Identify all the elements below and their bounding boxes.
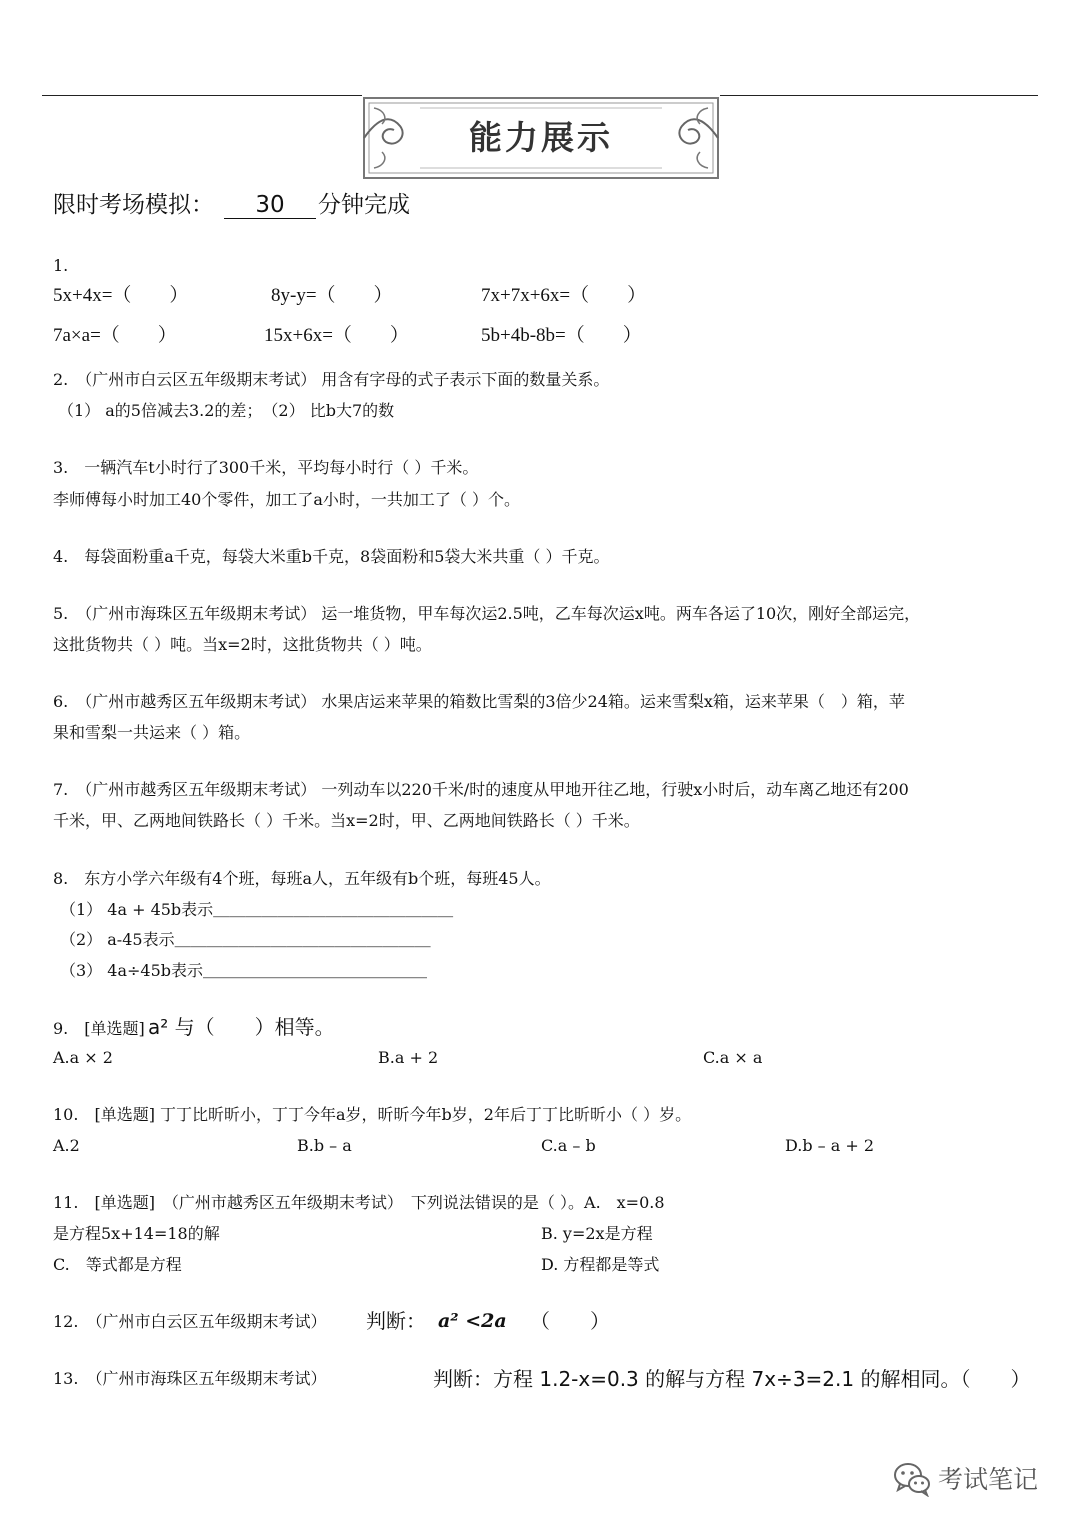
header-rule-right (720, 95, 1038, 96)
header-rule-left (42, 95, 362, 96)
q9-stem: a² 与（ ）相等。 (148, 1015, 335, 1039)
time-limit-prefix: 限时考场模拟： (53, 192, 214, 218)
q8-stem: 8. 东方小学六年级有4个班，每班a人，五年级有b个班，每班45人。 (53, 869, 551, 888)
time-limit-suffix: 分钟完成 (318, 192, 410, 218)
watermark-text: 考试笔记 (938, 1465, 1039, 1494)
q3-line-2: 李师傅每小时加工40个零件，加工了a小时，一共加工了（ ）个。 (53, 490, 520, 509)
q8-item-1: （1） 4a + 45b表示＿＿＿＿＿＿＿＿＿＿＿＿＿＿＿ (60, 900, 454, 919)
watermark (892, 1456, 1038, 1500)
q11-stem: 11. [单选题] （广州市越秀区五年级期末考试） 下列说法错误的是（ ）。A. x=0.8 (53, 1193, 665, 1212)
q5-line-2: 这批货物共（ ）吨。当x=2时，这批货物共（ ）吨。 (53, 635, 432, 654)
q10-option-d: D.b – a + 2 (785, 1136, 875, 1155)
q11-option-a-rest: 是方程5x+14=18的解 (53, 1224, 220, 1243)
q8-item-2: （2） a-45表示＿＿＿＿＿＿＿＿＿＿＿＿＿＿＿＿ (60, 930, 431, 949)
time-limit-minutes: 30 (224, 192, 316, 219)
title-banner (360, 96, 722, 180)
q7-line-2: 千米，甲、乙两地间铁路长（ ）千米。当x=2时，甲、乙两地间铁路长（ ）千米。 (53, 811, 640, 830)
wechat-icon (892, 1459, 932, 1497)
q9-option-a: A.a × 2 (53, 1048, 113, 1067)
q1-number: 1. (53, 256, 69, 275)
q9-prefix: 9. [单选题] (53, 1019, 145, 1038)
q13-prefix: 13. （广州市海珠区五年级期末考试） (53, 1369, 327, 1388)
q4-stem: 4. 每袋面粉重a千克，每袋大米重b千克，8袋面粉和5袋大米共重（ ）千克。 (53, 547, 610, 566)
q10-option-b: B.b – a (297, 1136, 352, 1155)
q1-expr-4: 7a×a=（ ） (53, 325, 177, 346)
q10-stem: 10. [单选题] 丁丁比昕昕小，丁丁今年a岁，昕昕今年b岁，2年后丁丁比昕昕小（ ）岁。 (53, 1105, 692, 1124)
q12-prefix: 12. （广州市白云区五年级期末考试） (53, 1312, 327, 1331)
q11-option-c: C. 等式都是方程 (53, 1255, 182, 1274)
q2-stem: 2. （广州市白云区五年级期末考试） 用含有字母的式子表示下面的数量关系。 (53, 370, 610, 389)
q12-answer-paren: （ ） (530, 1309, 610, 1333)
q1-expr-6: 5b+4b-8b=（ ） (481, 325, 642, 346)
q6-line-2: 果和雪梨一共运来（ ）箱。 (53, 723, 251, 742)
q7-line-1: 7. （广州市越秀区五年级期末考试） 一列动车以220千米/时的速度从甲地开往乙地，行驶x小时后，动车离乙地还有200 (53, 780, 909, 799)
q10-option-a: A.2 (53, 1136, 80, 1155)
q1-expr-5: 15x+6x=（ ） (264, 325, 409, 346)
q9-option-c: C.a × a (703, 1048, 763, 1067)
q1-expr-2: 8y-y=（ ） (271, 285, 393, 306)
q13-stem: 判断：方程 1.2-x=0.3 的解与方程 7x÷3=2.1 的解相同。（ ） (433, 1367, 1031, 1391)
q3-line-1: 3. 一辆汽车t小时行了300千米，平均每小时行（ ）千米。 (53, 458, 479, 477)
q2-items: （1） a的5倍减去3.2的差； （2） 比b大7的数 (58, 401, 395, 420)
q1-expr-3: 7x+7x+6x=（ ） (481, 285, 647, 306)
q12-judge-label: 判断： (366, 1309, 426, 1333)
page-title: 能力展示 (469, 118, 613, 157)
q11-option-d: D. 方程都是等式 (541, 1255, 660, 1274)
q12-expression: a² <2a (438, 1310, 507, 1332)
q10-option-c: C.a – b (541, 1136, 596, 1155)
q1-expr-1: 5x+4x=（ ） (53, 285, 189, 306)
q9-option-b: B.a + 2 (378, 1048, 439, 1067)
time-limit (53, 186, 410, 219)
q8-item-3: （3） 4a÷45b表示＿＿＿＿＿＿＿＿＿＿＿＿＿＿ (60, 961, 427, 980)
q5-line-1: 5. （广州市海珠区五年级期末考试） 运一堆货物，甲车每次运2.5吨，乙车每次运x吨。两车各运了10次，刚好全部运完， (53, 604, 921, 623)
q6-line-1: 6. （广州市越秀区五年级期末考试） 水果店运来苹果的箱数比雪梨的3倍少24箱。运来雪梨x箱，运来苹果（ ）箱，苹 (53, 692, 905, 711)
q11-option-b: B. y=2x是方程 (541, 1224, 653, 1243)
